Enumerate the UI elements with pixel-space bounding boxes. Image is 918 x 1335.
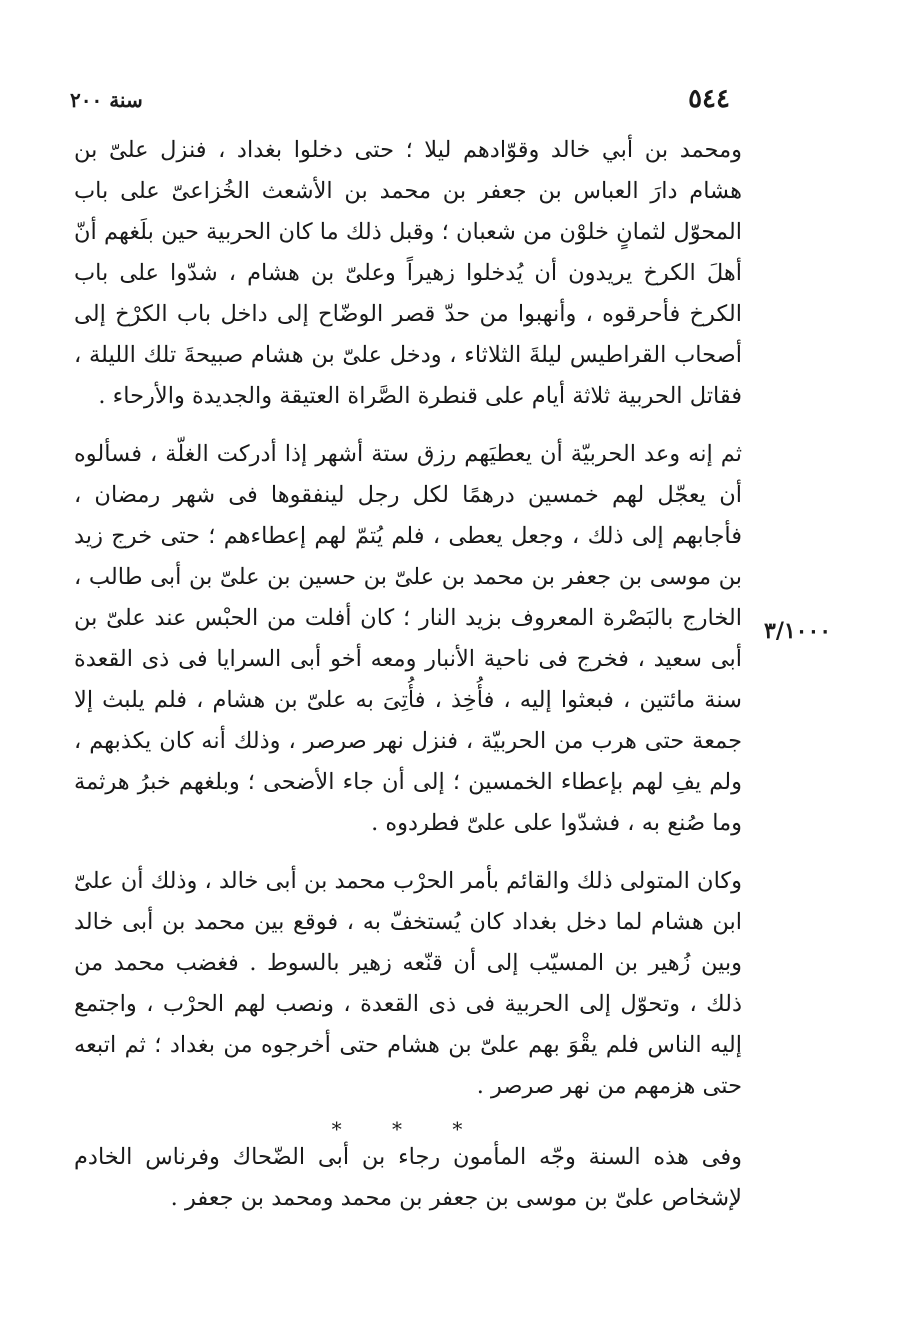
paragraph-4: وفى هذه السنة وجّه المأمون رجاء بن أبى الضّحاك وفرناس الخادم لإشخاص علىّ بن موسى بن جعفر بن محمد ومحمد بن جعفر . [74,1144,742,1211]
margin-reference: ٣/١٠٠٠ [764,618,832,644]
paragraph-1: ومحمد بن أبي خالد وقوّادهم ليلا ؛ حتى دخلوا بغداد ، فنزل علىّ بن هشام دارَ العباس بن جعفر بن محمد بن الأشعث الخُزاعىّ على باب المحوّل لثمانٍ خلوْن من شعبان ؛ وقبل ذلك ما كان الحربية حين بلَغهم أنّ أهلَ الكرخ يريدون أن يُدخلوا زهيراً وعلىّ بن هشام ، شدّوا على باب الكرخ فأحرقوه ، وأنهبوا من حدّ قصر الوضّاح إلى داخل باب الكرْخ إلى أصحاب القراطيس ليلةَ الثلاثاء ، ودخل علىّ بن هشام صبيحةَ تلك الليلة ، فقاتل الحربية ثلاثة أيام على قنطرة الصَّراة العتيقة والجديدة والأرحاء . [74,137,742,409]
page-number: ٥٤٤ [688,84,730,114]
paragraph-2: ثم إنه وعد الحربيّة أن يعطيَهم رزق ستة أشهر إذا أدركت الغلّة ، فسألوه أن يعجّل لهم خمسين درهمًا لكل رجل لينفقوها فى شهر رمضان ، فأجابهم إلى ذلك ، وجعل يعطى ، فلم يُتمّ لهم إعطاءهم ؛ حتى خرج زيد بن موسى بن جعفر بن محمد بن علىّ بن حسين بن علىّ بن أبى طالب ، الخارج بالبَصْرة المعروف بزيد النار ؛ كان أفلت من الحبْس عند علىّ بن أبى سعيد ، فخرج فى ناحية الأنبار ومعه أخو أبى السرايا فى ذى القعدة سنة مائتين ، فبعثوا إليه ، فأُخِذ ، فأُتِىَ به علىّ بن هشام ، فلم يلبث إلا جمعة حتى هرب من الحربيّة ، فنزل نهر صرصر ، وذلك أنه كان يكذبهم ، ولم يفِ لهم بإعطاء الخمسين ؛ إلى أن جاء الأضحى ؛ وبلغهم خبرُ هرثمة وما صُنع به ، فشدّوا على علىّ فطردوه . [74,441,742,836]
year-label: سنة ٢٠٠ [70,88,143,112]
section-separator: * * * [331,1117,485,1141]
paragraph-3: وكان المتولى ذلك والقائم بأمر الحرْب محمد بن أبى خالد ، وذلك أن علىّ ابن هشام لما دخل بغداد كان يُستخفّ به ، فوقع بين محمد بن أبى خالد وبين زُهير بن المسيّب إلى أن قنّعه زهير بالسوط . فغضب محمد من ذلك ، وتحوّل إلى الحربية فى ذى القعدة ، ونصب لهم الحرْب ، واجتمع إليه الناس فلم يقْوَ بهم علىّ بن هشام حتى أخرجوه من بغداد ؛ ثم اتبعه حتى هزمهم من نهر صرصر . [73,868,742,1099]
body-text [74,130,742,1219]
page-header [70,84,730,124]
